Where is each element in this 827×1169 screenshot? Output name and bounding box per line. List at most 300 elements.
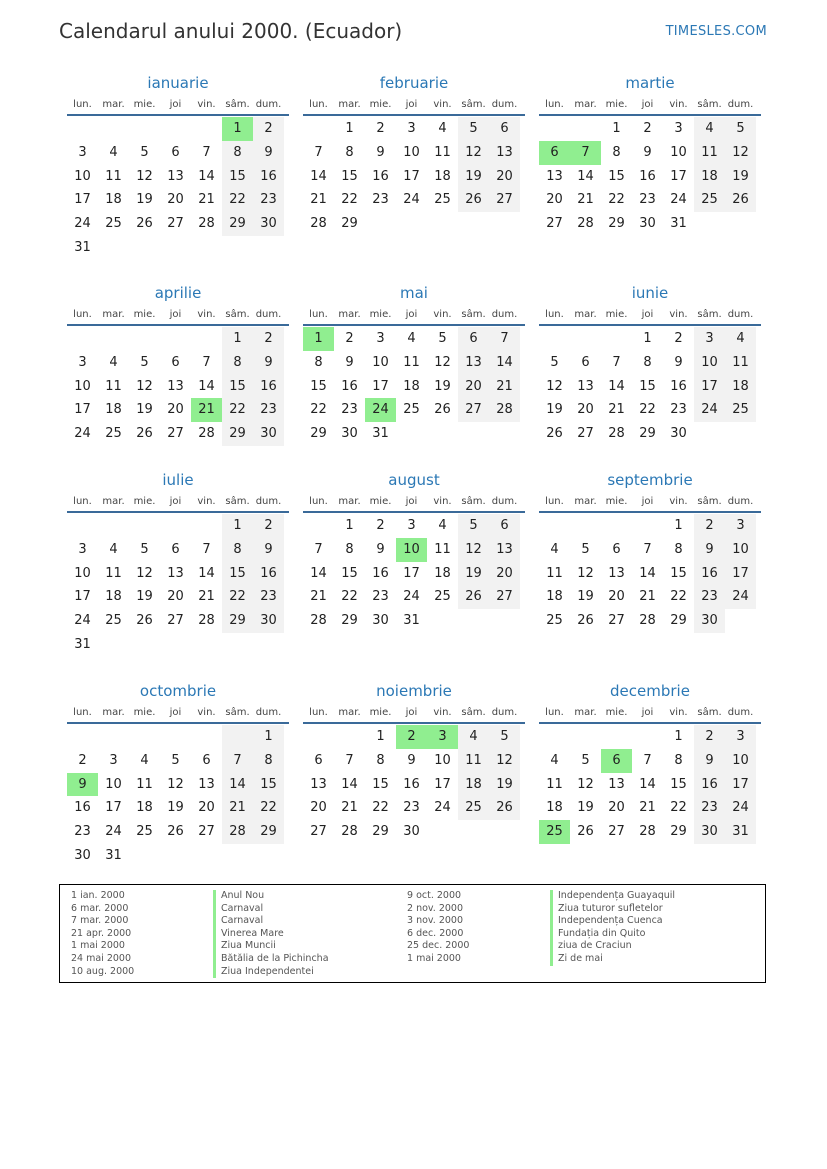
day-cell[interactable]: 6 (458, 327, 489, 351)
day-cell[interactable]: 6 (202, 752, 211, 768)
day-cell[interactable]: 16 (253, 165, 284, 189)
day-cell[interactable]: 17 (694, 375, 725, 399)
day-cell[interactable]: 11 (136, 776, 153, 792)
day-cell[interactable]: 15 (341, 565, 358, 581)
day-cell[interactable]: 15 (253, 773, 284, 797)
day-cell[interactable]: 7 (202, 354, 211, 370)
day-cell[interactable]: 12 (136, 565, 153, 581)
day-cell[interactable]: 6 (489, 117, 520, 141)
day-cell[interactable]: 5 (438, 331, 447, 346)
day-cell[interactable]: 11 (694, 141, 725, 165)
day-cell[interactable]: 21 (639, 800, 656, 816)
holiday-day-cell[interactable]: 6 (601, 749, 632, 773)
day-cell[interactable]: 22 (341, 192, 358, 208)
day-cell[interactable]: 3 (78, 541, 87, 557)
day-cell[interactable]: 2 (253, 117, 284, 141)
day-cell[interactable]: 9 (694, 749, 725, 773)
day-cell[interactable]: 19 (458, 165, 489, 189)
day-cell[interactable]: 31 (372, 426, 389, 442)
day-cell[interactable]: 29 (341, 216, 358, 232)
day-cell[interactable]: 12 (725, 141, 756, 165)
day-cell[interactable]: 17 (403, 565, 420, 581)
day-cell[interactable]: 30 (341, 426, 358, 442)
day-cell[interactable]: 10 (74, 168, 91, 184)
day-cell[interactable]: 24 (74, 613, 91, 629)
day-cell[interactable]: 5 (581, 541, 590, 557)
day-cell[interactable]: 15 (341, 168, 358, 184)
day-cell[interactable]: 9 (253, 351, 284, 375)
day-cell[interactable]: 26 (136, 426, 153, 442)
day-cell[interactable]: 20 (608, 589, 625, 605)
day-cell[interactable]: 20 (310, 800, 327, 816)
holiday-day-cell[interactable]: 24 (365, 398, 396, 422)
day-cell[interactable]: 10 (725, 749, 756, 773)
day-cell[interactable]: 16 (372, 565, 389, 581)
day-cell[interactable]: 21 (198, 192, 215, 208)
day-cell[interactable]: 12 (577, 776, 594, 792)
day-cell[interactable]: 23 (74, 824, 91, 840)
day-cell[interactable]: 18 (105, 192, 122, 208)
day-cell[interactable]: 27 (310, 824, 327, 840)
day-cell[interactable]: 18 (434, 565, 451, 581)
day-cell[interactable]: 5 (489, 725, 520, 749)
day-cell[interactable]: 28 (341, 824, 358, 840)
day-cell[interactable]: 30 (694, 820, 725, 844)
day-cell[interactable]: 22 (670, 589, 687, 605)
day-cell[interactable]: 24 (403, 192, 420, 208)
day-cell[interactable]: 15 (670, 776, 687, 792)
day-cell[interactable]: 8 (222, 351, 253, 375)
day-cell[interactable]: 4 (550, 541, 559, 557)
day-cell[interactable]: 27 (167, 613, 184, 629)
day-cell[interactable]: 28 (489, 398, 520, 422)
day-cell[interactable]: 16 (694, 773, 725, 797)
day-cell[interactable]: 27 (198, 824, 215, 840)
day-cell[interactable]: 22 (222, 585, 253, 609)
day-cell[interactable]: 15 (222, 165, 253, 189)
day-cell[interactable]: 9 (694, 538, 725, 562)
day-cell[interactable]: 28 (198, 613, 215, 629)
day-cell[interactable]: 18 (403, 378, 420, 394)
day-cell[interactable]: 19 (167, 800, 184, 816)
day-cell[interactable]: 28 (577, 216, 594, 232)
holiday-day-cell[interactable]: 7 (570, 141, 601, 165)
day-cell[interactable]: 5 (140, 354, 149, 370)
day-cell[interactable]: 19 (434, 378, 451, 394)
day-cell[interactable]: 5 (550, 354, 559, 370)
day-cell[interactable]: 14 (608, 378, 625, 394)
day-cell[interactable]: 14 (310, 565, 327, 581)
day-cell[interactable]: 7 (612, 354, 621, 370)
day-cell[interactable]: 20 (608, 800, 625, 816)
day-cell[interactable]: 29 (222, 212, 253, 236)
holiday-day-cell[interactable]: 21 (191, 398, 222, 422)
day-cell[interactable]: 3 (376, 331, 385, 346)
day-cell[interactable]: 17 (403, 168, 420, 184)
day-cell[interactable]: 10 (694, 351, 725, 375)
day-cell[interactable]: 28 (608, 426, 625, 442)
day-cell[interactable]: 8 (376, 752, 385, 768)
day-cell[interactable]: 1 (612, 121, 621, 136)
brand-link[interactable]: TIMESLES.COM (665, 24, 767, 39)
day-cell[interactable]: 25 (694, 188, 725, 212)
day-cell[interactable]: 1 (643, 331, 652, 346)
day-cell[interactable]: 22 (639, 402, 656, 418)
day-cell[interactable]: 26 (458, 585, 489, 609)
day-cell[interactable]: 12 (546, 378, 563, 394)
day-cell[interactable]: 17 (725, 562, 756, 586)
day-cell[interactable]: 2 (376, 518, 385, 533)
day-cell[interactable]: 18 (434, 168, 451, 184)
day-cell[interactable]: 22 (372, 800, 389, 816)
day-cell[interactable]: 16 (670, 378, 687, 394)
day-cell[interactable]: 23 (670, 402, 687, 418)
day-cell[interactable]: 2 (694, 514, 725, 538)
day-cell[interactable]: 15 (608, 168, 625, 184)
day-cell[interactable]: 13 (198, 776, 215, 792)
day-cell[interactable]: 23 (253, 398, 284, 422)
day-cell[interactable]: 15 (222, 375, 253, 399)
day-cell[interactable]: 17 (74, 402, 91, 418)
day-cell[interactable]: 30 (694, 609, 725, 633)
day-cell[interactable]: 9 (253, 141, 284, 165)
day-cell[interactable]: 31 (74, 636, 91, 652)
day-cell[interactable]: 3 (407, 121, 416, 136)
day-cell[interactable]: 4 (109, 541, 118, 557)
day-cell[interactable]: 11 (725, 351, 756, 375)
day-cell[interactable]: 5 (140, 541, 149, 557)
day-cell[interactable]: 20 (489, 562, 520, 586)
day-cell[interactable]: 30 (74, 847, 91, 863)
day-cell[interactable]: 11 (105, 565, 122, 581)
day-cell[interactable]: 27 (167, 426, 184, 442)
day-cell[interactable]: 21 (198, 589, 215, 605)
day-cell[interactable]: 23 (639, 192, 656, 208)
day-cell[interactable]: 29 (608, 216, 625, 232)
day-cell[interactable]: 15 (222, 562, 253, 586)
day-cell[interactable]: 23 (372, 589, 389, 605)
day-cell[interactable]: 26 (458, 188, 489, 212)
day-cell[interactable]: 14 (198, 378, 215, 394)
day-cell[interactable]: 28 (639, 824, 656, 840)
day-cell[interactable]: 19 (458, 562, 489, 586)
day-cell[interactable]: 10 (403, 144, 420, 160)
day-cell[interactable]: 29 (222, 422, 253, 446)
day-cell[interactable]: 6 (612, 541, 621, 557)
holiday-day-cell[interactable]: 1 (303, 327, 334, 351)
day-cell[interactable]: 28 (310, 613, 327, 629)
day-cell[interactable]: 20 (198, 800, 215, 816)
day-cell[interactable]: 27 (546, 216, 563, 232)
day-cell[interactable]: 17 (74, 589, 91, 605)
day-cell[interactable]: 6 (489, 514, 520, 538)
day-cell[interactable]: 10 (434, 752, 451, 768)
day-cell[interactable]: 21 (608, 402, 625, 418)
day-cell[interactable]: 8 (222, 141, 253, 165)
day-cell[interactable]: 15 (639, 378, 656, 394)
day-cell[interactable]: 26 (136, 613, 153, 629)
day-cell[interactable]: 12 (577, 565, 594, 581)
day-cell[interactable]: 29 (670, 613, 687, 629)
day-cell[interactable]: 6 (171, 541, 180, 557)
day-cell[interactable]: 19 (577, 800, 594, 816)
day-cell[interactable]: 13 (167, 565, 184, 581)
day-cell[interactable]: 18 (105, 589, 122, 605)
day-cell[interactable]: 25 (546, 613, 563, 629)
day-cell[interactable]: 24 (725, 585, 756, 609)
day-cell[interactable]: 13 (489, 141, 520, 165)
day-cell[interactable]: 18 (694, 165, 725, 189)
day-cell[interactable]: 6 (314, 752, 323, 768)
day-cell[interactable]: 7 (314, 144, 323, 160)
day-cell[interactable]: 14 (489, 351, 520, 375)
day-cell[interactable]: 18 (105, 402, 122, 418)
day-cell[interactable]: 4 (550, 752, 559, 768)
day-cell[interactable]: 26 (136, 216, 153, 232)
day-cell[interactable]: 14 (639, 565, 656, 581)
day-cell[interactable]: 19 (136, 589, 153, 605)
day-cell[interactable]: 16 (639, 168, 656, 184)
day-cell[interactable]: 8 (345, 144, 354, 160)
day-cell[interactable]: 23 (372, 192, 389, 208)
day-cell[interactable]: 22 (310, 402, 327, 418)
day-cell[interactable]: 19 (136, 402, 153, 418)
day-cell[interactable]: 1 (674, 518, 683, 533)
day-cell[interactable]: 1 (253, 725, 284, 749)
day-cell[interactable]: 11 (105, 378, 122, 394)
day-cell[interactable]: 19 (725, 165, 756, 189)
day-cell[interactable]: 11 (434, 541, 451, 557)
day-cell[interactable]: 22 (222, 188, 253, 212)
day-cell[interactable]: 23 (694, 796, 725, 820)
day-cell[interactable]: 8 (674, 541, 683, 557)
day-cell[interactable]: 9 (674, 354, 683, 370)
holiday-day-cell[interactable]: 9 (67, 773, 98, 797)
day-cell[interactable]: 2 (253, 327, 284, 351)
day-cell[interactable]: 16 (74, 800, 91, 816)
day-cell[interactable]: 8 (345, 541, 354, 557)
day-cell[interactable]: 19 (489, 773, 520, 797)
day-cell[interactable]: 18 (546, 589, 563, 605)
day-cell[interactable]: 27 (608, 613, 625, 629)
day-cell[interactable]: 9 (643, 144, 652, 160)
day-cell[interactable]: 24 (74, 216, 91, 232)
day-cell[interactable]: 31 (105, 847, 122, 863)
day-cell[interactable]: 3 (407, 518, 416, 533)
day-cell[interactable]: 28 (222, 820, 253, 844)
day-cell[interactable]: 7 (314, 541, 323, 557)
day-cell[interactable]: 26 (577, 613, 594, 629)
day-cell[interactable]: 7 (489, 327, 520, 351)
day-cell[interactable]: 8 (674, 752, 683, 768)
day-cell[interactable]: 12 (458, 141, 489, 165)
day-cell[interactable]: 1 (222, 514, 253, 538)
day-cell[interactable]: 13 (310, 776, 327, 792)
day-cell[interactable]: 27 (167, 216, 184, 232)
holiday-day-cell[interactable]: 25 (539, 820, 570, 844)
day-cell[interactable]: 17 (372, 378, 389, 394)
day-cell[interactable]: 4 (109, 354, 118, 370)
day-cell[interactable]: 3 (725, 514, 756, 538)
day-cell[interactable]: 13 (546, 168, 563, 184)
day-cell[interactable]: 16 (403, 776, 420, 792)
day-cell[interactable]: 1 (376, 729, 385, 744)
day-cell[interactable]: 24 (670, 192, 687, 208)
day-cell[interactable]: 17 (74, 192, 91, 208)
day-cell[interactable]: 10 (670, 144, 687, 160)
day-cell[interactable]: 20 (546, 192, 563, 208)
day-cell[interactable]: 24 (725, 796, 756, 820)
day-cell[interactable]: 13 (167, 378, 184, 394)
day-cell[interactable]: 26 (546, 426, 563, 442)
day-cell[interactable]: 19 (136, 192, 153, 208)
day-cell[interactable]: 4 (407, 331, 416, 346)
day-cell[interactable]: 18 (458, 773, 489, 797)
day-cell[interactable]: 12 (458, 538, 489, 562)
day-cell[interactable]: 23 (253, 585, 284, 609)
day-cell[interactable]: 1 (345, 518, 354, 533)
day-cell[interactable]: 27 (608, 824, 625, 840)
day-cell[interactable]: 21 (489, 375, 520, 399)
day-cell[interactable]: 23 (341, 402, 358, 418)
day-cell[interactable]: 13 (458, 351, 489, 375)
day-cell[interactable]: 8 (643, 354, 652, 370)
day-cell[interactable]: 14 (639, 776, 656, 792)
day-cell[interactable]: 25 (725, 398, 756, 422)
day-cell[interactable]: 25 (105, 426, 122, 442)
day-cell[interactable]: 31 (670, 216, 687, 232)
day-cell[interactable]: 12 (489, 749, 520, 773)
holiday-day-cell[interactable]: 6 (539, 141, 570, 165)
day-cell[interactable]: 24 (694, 398, 725, 422)
day-cell[interactable]: 20 (167, 589, 184, 605)
day-cell[interactable]: 3 (725, 725, 756, 749)
day-cell[interactable]: 4 (725, 327, 756, 351)
day-cell[interactable]: 11 (546, 565, 563, 581)
day-cell[interactable]: 16 (372, 168, 389, 184)
day-cell[interactable]: 27 (489, 188, 520, 212)
day-cell[interactable]: 17 (434, 776, 451, 792)
day-cell[interactable]: 11 (434, 144, 451, 160)
day-cell[interactable]: 18 (136, 800, 153, 816)
holiday-day-cell[interactable]: 3 (427, 725, 458, 749)
holiday-day-cell[interactable]: 10 (396, 538, 427, 562)
day-cell[interactable]: 2 (78, 752, 87, 768)
day-cell[interactable]: 25 (105, 613, 122, 629)
day-cell[interactable]: 11 (105, 168, 122, 184)
day-cell[interactable]: 25 (434, 192, 451, 208)
day-cell[interactable]: 4 (109, 144, 118, 160)
day-cell[interactable]: 20 (458, 375, 489, 399)
day-cell[interactable]: 29 (341, 613, 358, 629)
day-cell[interactable]: 22 (253, 796, 284, 820)
day-cell[interactable]: 11 (546, 776, 563, 792)
day-cell[interactable]: 10 (372, 354, 389, 370)
day-cell[interactable]: 21 (310, 192, 327, 208)
day-cell[interactable]: 22 (608, 192, 625, 208)
day-cell[interactable]: 30 (253, 212, 284, 236)
holiday-day-cell[interactable]: 2 (396, 725, 427, 749)
day-cell[interactable]: 19 (577, 589, 594, 605)
day-cell[interactable]: 14 (310, 168, 327, 184)
day-cell[interactable]: 2 (376, 121, 385, 136)
day-cell[interactable]: 5 (458, 117, 489, 141)
day-cell[interactable]: 15 (372, 776, 389, 792)
day-cell[interactable]: 15 (670, 565, 687, 581)
day-cell[interactable]: 20 (167, 192, 184, 208)
day-cell[interactable]: 14 (341, 776, 358, 792)
day-cell[interactable]: 4 (140, 752, 149, 768)
day-cell[interactable]: 2 (253, 514, 284, 538)
day-cell[interactable]: 3 (674, 121, 683, 136)
day-cell[interactable]: 26 (167, 824, 184, 840)
day-cell[interactable]: 21 (310, 589, 327, 605)
day-cell[interactable]: 22 (670, 800, 687, 816)
day-cell[interactable]: 12 (434, 354, 451, 370)
day-cell[interactable]: 13 (489, 538, 520, 562)
day-cell[interactable]: 4 (438, 518, 447, 533)
day-cell[interactable]: 20 (577, 402, 594, 418)
day-cell[interactable]: 29 (639, 426, 656, 442)
day-cell[interactable]: 21 (639, 589, 656, 605)
day-cell[interactable]: 3 (78, 354, 87, 370)
day-cell[interactable]: 3 (109, 752, 118, 768)
day-cell[interactable]: 21 (222, 796, 253, 820)
day-cell[interactable]: 14 (198, 565, 215, 581)
day-cell[interactable]: 30 (253, 422, 284, 446)
day-cell[interactable]: 25 (105, 216, 122, 232)
day-cell[interactable]: 2 (674, 331, 683, 346)
day-cell[interactable]: 29 (222, 609, 253, 633)
day-cell[interactable]: 16 (341, 378, 358, 394)
day-cell[interactable]: 30 (253, 609, 284, 633)
day-cell[interactable]: 9 (253, 538, 284, 562)
day-cell[interactable]: 25 (403, 402, 420, 418)
day-cell[interactable]: 3 (78, 144, 87, 160)
day-cell[interactable]: 7 (202, 541, 211, 557)
day-cell[interactable]: 8 (314, 354, 323, 370)
day-cell[interactable]: 20 (167, 402, 184, 418)
day-cell[interactable]: 3 (694, 327, 725, 351)
day-cell[interactable]: 2 (643, 121, 652, 136)
day-cell[interactable]: 10 (74, 378, 91, 394)
day-cell[interactable]: 4 (458, 725, 489, 749)
day-cell[interactable]: 15 (310, 378, 327, 394)
day-cell[interactable]: 31 (403, 613, 420, 629)
day-cell[interactable]: 17 (670, 168, 687, 184)
day-cell[interactable]: 12 (136, 168, 153, 184)
day-cell[interactable]: 8 (222, 538, 253, 562)
day-cell[interactable]: 7 (222, 749, 253, 773)
day-cell[interactable]: 1 (674, 729, 683, 744)
day-cell[interactable]: 13 (608, 565, 625, 581)
day-cell[interactable]: 29 (670, 824, 687, 840)
day-cell[interactable]: 19 (546, 402, 563, 418)
day-cell[interactable]: 5 (458, 514, 489, 538)
day-cell[interactable]: 31 (725, 820, 756, 844)
day-cell[interactable]: 28 (198, 426, 215, 442)
day-cell[interactable]: 30 (670, 426, 687, 442)
day-cell[interactable]: 14 (198, 168, 215, 184)
day-cell[interactable]: 13 (167, 168, 184, 184)
day-cell[interactable]: 23 (694, 585, 725, 609)
day-cell[interactable]: 11 (458, 749, 489, 773)
day-cell[interactable]: 9 (376, 144, 385, 160)
day-cell[interactable]: 10 (74, 565, 91, 581)
day-cell[interactable]: 8 (253, 749, 284, 773)
day-cell[interactable]: 5 (171, 752, 180, 768)
day-cell[interactable]: 18 (725, 375, 756, 399)
